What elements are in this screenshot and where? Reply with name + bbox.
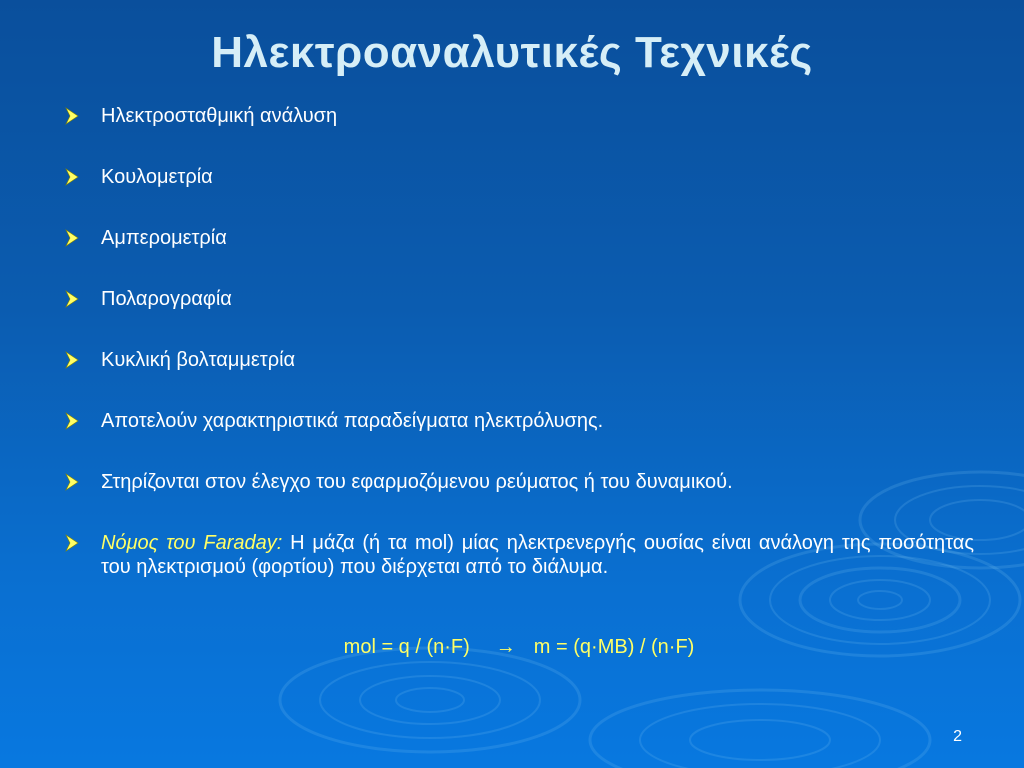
list-item bbox=[62, 226, 974, 287]
list-item bbox=[62, 409, 974, 470]
arrowhead-bullet-icon bbox=[65, 473, 79, 491]
formula-left: mol = q / (n·F) bbox=[343, 636, 470, 658]
list-item bbox=[62, 104, 974, 165]
arrowhead-bullet-icon bbox=[65, 290, 79, 308]
bullet-text: Πολαρογραφία bbox=[101, 288, 232, 310]
bullet-text: Στηρίζονται στον έλεγχο του εφαρμοζόμενου ρεύματος ή του δυναμικού. bbox=[101, 471, 733, 493]
page-number: 2 bbox=[953, 728, 962, 745]
arrowhead-bullet-icon bbox=[65, 351, 79, 369]
list-item bbox=[62, 348, 974, 409]
faraday-formula bbox=[0, 636, 1024, 659]
arrowhead-bullet-icon bbox=[65, 229, 79, 247]
bullet-text: Κουλομετρία bbox=[101, 166, 213, 188]
arrowhead-bullet-icon bbox=[65, 168, 79, 186]
list-item bbox=[62, 470, 974, 531]
bullet-list bbox=[62, 104, 974, 579]
right-arrow-icon: → bbox=[495, 636, 516, 658]
bullet-text: Κυκλική βολταμμετρία bbox=[101, 349, 296, 371]
bullet-text: Αποτελούν χαρακτηριστικά παραδείγματα ηλεκτρόλυσης. bbox=[101, 410, 604, 432]
bullet-text: Αμπερομετρία bbox=[101, 227, 227, 249]
arrowhead-bullet-icon bbox=[65, 107, 79, 125]
faraday-law-text: Η μάζα (ή τα mol) μίας ηλεκτρενεργής ουσίας είναι ανάλογη της ποσότητας του ηλεκτρισμού (φορτίου) που διέρχεται από το διάλυμα. bbox=[101, 532, 974, 578]
arrowhead-bullet-icon bbox=[65, 412, 79, 430]
list-item bbox=[62, 287, 974, 348]
list-item bbox=[62, 165, 974, 226]
formula-right: m = (q·MB) / (n·F) bbox=[533, 636, 695, 658]
faraday-law-label: Νόμος του Faraday: bbox=[101, 532, 283, 554]
bullet-text: Ηλεκτροσταθμική ανάλυση bbox=[101, 105, 338, 127]
faraday-law-item bbox=[62, 531, 974, 579]
arrowhead-bullet-icon bbox=[65, 534, 79, 552]
slide-title: Ηλεκτροαναλυτικές Τεχνικές bbox=[211, 28, 813, 77]
